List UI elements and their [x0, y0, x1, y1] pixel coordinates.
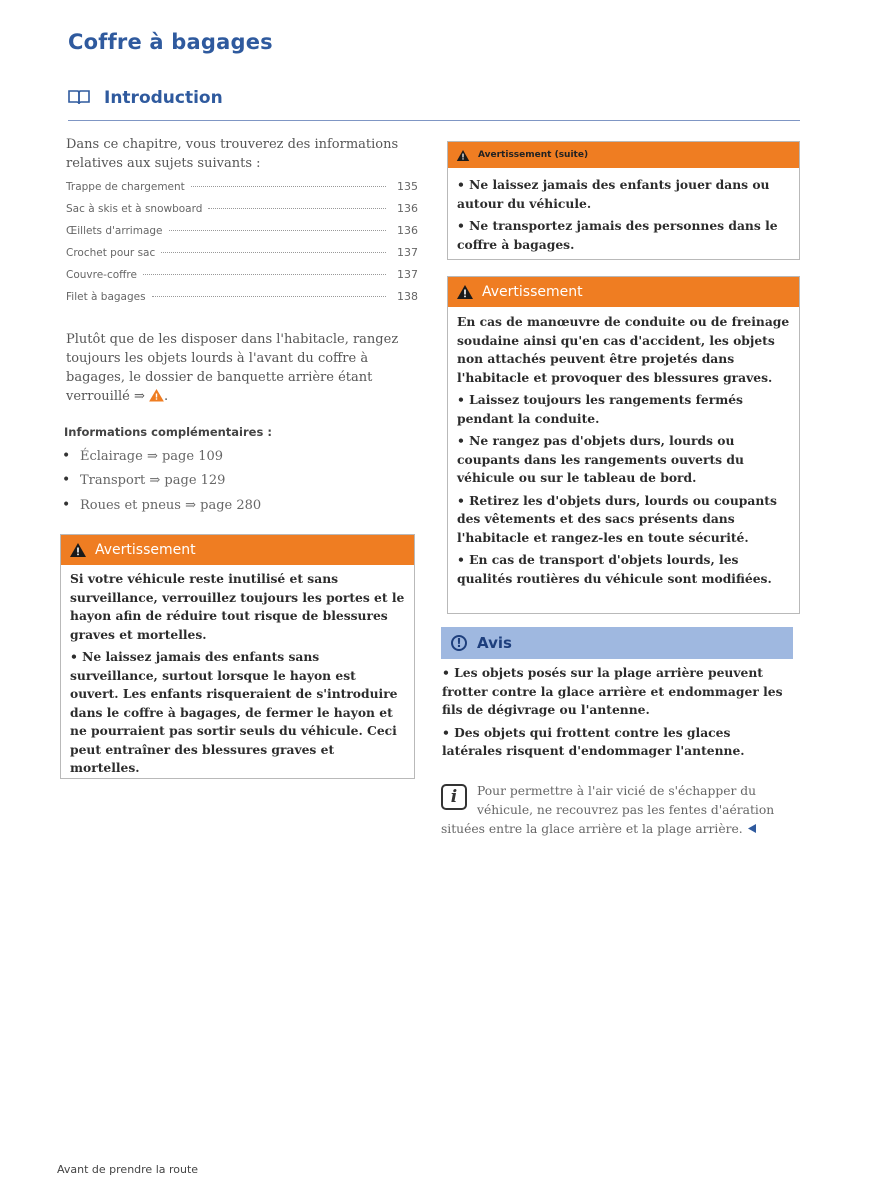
warning-paragraph: • Ne transportez jamais des personnes dans le coffre à bagages.	[457, 218, 778, 252]
warning-triangle-icon	[456, 149, 470, 162]
body-text-period: .	[164, 389, 169, 404]
toc-leader	[208, 208, 386, 209]
more-info-text: Transport ⇒ page 129	[80, 473, 226, 488]
toc-row[interactable]	[66, 268, 418, 288]
body-text-content: Plutôt que de les disposer dans l'habitacle, rangez toujours les objets lourds à l'avant du coffre à bagages, le dossier de banquette arrière étant verrouillé ⇒	[66, 332, 399, 404]
warning-paragraph: • Laissez toujours les rangements fermés pendant la conduite.	[457, 392, 743, 426]
toc-page: 137	[397, 268, 418, 281]
section-title: Introduction	[104, 88, 223, 108]
warning-triangle-icon	[69, 542, 87, 558]
warning-header	[448, 277, 799, 307]
avis-title: Avis	[477, 634, 512, 652]
warning-body	[448, 168, 799, 254]
toc-leader	[169, 230, 386, 231]
more-info-text: Éclairage ⇒ page 109	[80, 449, 224, 464]
toc-row[interactable]	[66, 180, 418, 200]
toc-list	[66, 180, 418, 305]
toc-page: 135	[397, 180, 418, 193]
info-circle-icon: !	[451, 635, 467, 651]
warning-paragraph: • Ne laissez jamais des enfants sans surveillance, surtout lorsque le hayon est ouvert. Les enfants risqueraient de s'introduire dans le coffre à bagages, de fermer le hayon et ne pourraient pas sortir seuls du véhicule. Ceci peut entraîner des blessures graves et mortelles.	[70, 649, 398, 775]
more-info-item[interactable]	[62, 472, 225, 488]
toc-label: Filet à bagages	[66, 291, 146, 303]
warning-triangle-icon	[456, 284, 474, 300]
toc-page: 136	[397, 202, 418, 215]
warning-header	[448, 142, 799, 168]
warning-paragraph: Si votre véhicule reste inutilisé et sans surveillance, verrouillez toujours les portes et le hayon afin de réduire tout risque de blessures graves et mortelles.	[70, 571, 405, 642]
avis-body	[433, 662, 802, 765]
warning-box-right	[447, 276, 800, 614]
toc-label: Trappe de chargement	[66, 181, 185, 193]
bullet: •	[62, 472, 71, 488]
intro-text: Dans ce chapitre, vous trouverez des informations relatives aux sujets suivants :	[66, 137, 399, 171]
toc-label: Œillets d'arrimage	[66, 225, 163, 237]
warning-paragraph: En cas de manœuvre de conduite ou de freinage soudaine ainsi qu'en cas d'accident, les objets non attachés peuvent être projetés dans l'habitacle et provoquer des blessures graves.	[457, 314, 790, 385]
avis-paragraph: • Les objets posés sur la plage arrière peuvent frotter contre la glace arrière et endommager les fils de dégivrage ou l'antenne.	[442, 665, 783, 717]
info-i-icon: i	[441, 784, 467, 810]
toc-label: Crochet pour sac	[66, 247, 156, 259]
warning-title: Avertissement	[482, 284, 583, 300]
more-info-item[interactable]	[62, 448, 223, 464]
toc-row[interactable]	[66, 290, 418, 310]
warning-body	[61, 565, 414, 778]
page-title: Coffre à bagages	[68, 30, 273, 54]
toc-page: 138	[397, 290, 418, 303]
warning-header	[61, 535, 414, 565]
bullet: •	[62, 497, 71, 513]
info-note	[441, 782, 793, 839]
book-icon	[68, 89, 90, 104]
section-heading	[68, 86, 800, 121]
warning-paragraph: • En cas de transport d'objets lourds, les qualités routières du véhicule sont modifiées.	[457, 552, 772, 586]
toc-row[interactable]	[66, 224, 418, 244]
more-info-text: Roues et pneus ⇒ page 280	[80, 498, 262, 513]
toc-label: Couvre-coffre	[66, 269, 137, 281]
warning-title: Avertissement	[95, 542, 196, 558]
toc-page: 137	[397, 246, 418, 259]
body-text	[66, 330, 414, 406]
toc-page: 136	[397, 224, 418, 237]
toc-row[interactable]	[66, 202, 418, 222]
warning-body	[448, 307, 799, 588]
toc-leader	[152, 296, 386, 297]
avis-header	[441, 627, 793, 659]
avis-paragraph: • Des objets qui frottent contre les glaces latérales risquent d'endommager l'antenne.	[442, 724, 745, 758]
toc-leader	[143, 274, 386, 275]
page-footer: Avant de prendre la route	[57, 1163, 199, 1176]
more-info-heading: Informations complémentaires :	[64, 425, 272, 439]
warning-paragraph: • Retirez les d'objets durs, lourds ou coupants des vêtements et des sacs présents dans l'habitacle et rangez-les en toute sécurité.	[457, 492, 777, 545]
more-info-item[interactable]	[62, 497, 261, 513]
warning-paragraph: • Ne laissez jamais des enfants jouer dans ou autour du véhicule.	[457, 177, 770, 211]
toc-leader	[161, 252, 386, 253]
warning-box-continued	[447, 141, 800, 260]
toc-leader	[191, 186, 386, 187]
toc-row[interactable]	[66, 246, 418, 266]
warning-paragraph: • Ne rangez pas d'objets durs, lourds ou coupants dans les rangements ouverts du véhicule ou sur le tableau de bord.	[457, 433, 744, 485]
end-arrow-icon	[747, 823, 757, 834]
info-note-text: Pour permettre à l'air vicié de s'échapper du véhicule, ne recouvrez pas les fentes d'aération situées entre la glace arrière et la plage arrière.	[441, 784, 775, 836]
warning-triangle-icon[interactable]	[149, 389, 164, 402]
warning-title: Avertissement (suite)	[478, 150, 589, 160]
toc-label: Sac à skis et à snowboard	[66, 203, 203, 215]
bullet: •	[62, 448, 71, 464]
warning-box-left	[60, 534, 415, 779]
